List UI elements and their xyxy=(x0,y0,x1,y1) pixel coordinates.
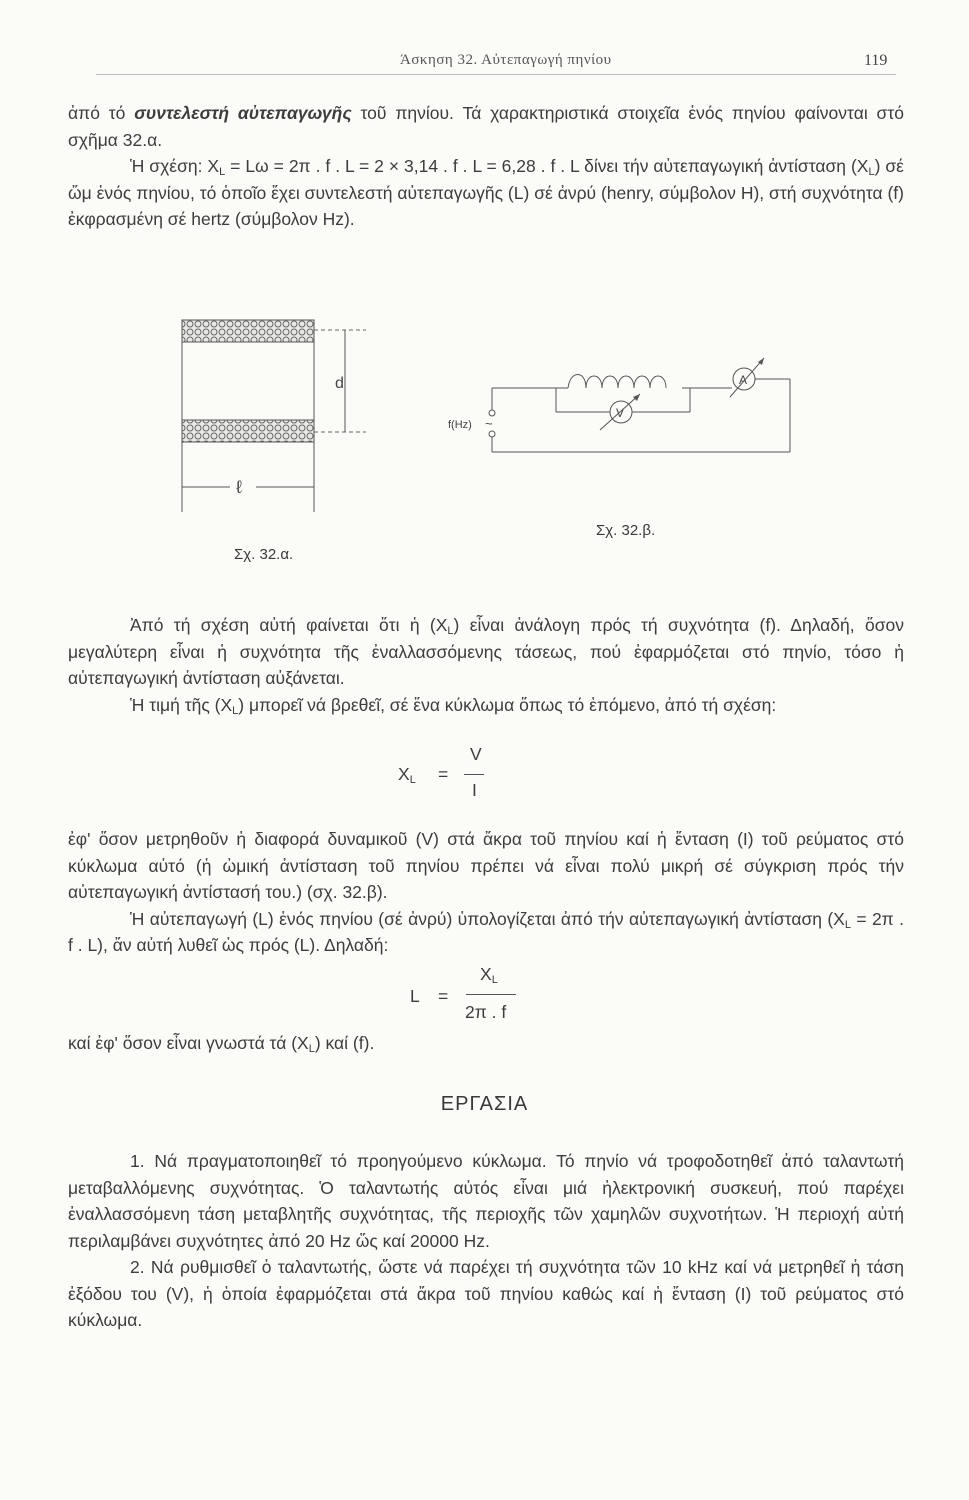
subscript-l: L xyxy=(232,704,239,717)
body-text: Ἡ αὐτεπαγωγή (L) ἑνός πηνίου (σέ ἀνρύ) ὑπολογίζεται ἀπό τήν αὐτεπαγωγική ἀντίσταση (X xyxy=(130,908,845,929)
fraction-line xyxy=(464,774,484,775)
intro-block xyxy=(68,100,904,233)
header-rule xyxy=(96,74,896,75)
body-block-3 xyxy=(68,1030,904,1057)
task-item-1: 1. Νά πραγματοποιηθεῖ τό προηγούμενο κύκλωμα. Τό πηνίο νά τροφοδοτηθεῖ ἀπό ταλαντωτή μεταβαλλόμενης συχνότητας. Ὁ ταλαντωτής αὐτός εἶναι μιά ἠλεκτρονική συσκευή, πού παρέχει ἐναλλασσόμενη τάση μεταβλητῆς συχνότητας, τῆς περιοχῆς τῶν χαμηλῶν συχνοτήτων. Ἡ περιοχή αὐτή περιλαμβάνει συχνότητες ἀπό 20 Hz ὥς καί 20000 Hz. xyxy=(68,1151,904,1251)
formula-l xyxy=(410,964,530,1028)
tasks-block xyxy=(68,1148,904,1334)
subscript-l: L xyxy=(868,166,875,178)
svg-text:~: ~ xyxy=(485,416,493,431)
formula2-denominator: 2π . f xyxy=(465,1002,507,1022)
body-text: ) μπορεῖ νά βρεθεῖ, σέ ἕνα κύκλωμα ὅπως τό ἑπόμενο, ἀπό τή σχέση: xyxy=(238,694,777,715)
fraction-line xyxy=(466,994,516,995)
coil-winding-top xyxy=(182,320,314,342)
formula2-lhs: L xyxy=(410,986,420,1006)
body-text: = 2π . f . L), ἄν αὐτή λυθεῖ ὡς πρός (L). Δηλαδή: xyxy=(68,908,904,955)
formula2-numerator: $X_L$ xyxy=(480,964,498,986)
running-title: Άσκηση 32. Αὐτεπαγωγή πηνίου xyxy=(400,52,612,68)
body-text: ) καί (f). xyxy=(314,1033,375,1053)
label-d: d xyxy=(335,375,344,392)
relation-paragraph xyxy=(68,153,904,233)
intro-text-2: τοῦ πηνίου. Τά χαρακτηριστικά στοιχεῖα ἑνός πηνίου φαίνονται στό σχῆμα 32.α. xyxy=(68,103,904,150)
body-paragraph-2 xyxy=(68,692,904,719)
label-voltmeter: V xyxy=(616,406,625,420)
formula-xl xyxy=(398,744,498,804)
running-head xyxy=(0,46,969,76)
task-item-2: 2. Νά ρυθμισθεῖ ὁ ταλαντωτής, ὥστε νά παρέχει τή συχνότητα τῶν 10 kHz καί νά μετρηθεῖ ἡ τάση ἐξόδου του (V), ἡ ὁποία ἐφαρμόζεται στά ἄκρα τοῦ πηνίου καθώς καί ἡ ἔνταση (I) τοῦ ρεύματος στό κύκλωμα. xyxy=(68,1257,904,1330)
label-frequency: f(Hz) xyxy=(448,419,472,431)
caption-32a: Σχ. 32.α. xyxy=(234,546,294,563)
page-number: 119 xyxy=(864,52,888,69)
formula-numerator: V xyxy=(470,744,482,764)
key-term: συντελεστή αὐτεπαγωγῆς xyxy=(134,103,352,123)
formula-equals: = xyxy=(438,764,449,784)
figure-32b-circuit xyxy=(440,352,800,467)
relation-text-3: ) σέ ὤμ ἑνός πηνίου, τό ὁποῖο ἔχει συντελεστή αὐτεπαγωγῆς (L) σέ ἀνρύ (henry, σύμβολον H), στή συχνότητα (f) ἐκφρασμένη σέ hertz (σύμβολον Hz). xyxy=(68,156,904,229)
label-l: ℓ xyxy=(236,477,242,497)
subscript-l: L xyxy=(308,1043,315,1055)
body-text: καί ἐφ' ὅσον εἶναι γνωστά τά (X xyxy=(68,1033,309,1053)
subscript-l: L xyxy=(844,918,851,931)
caption-32b: Σχ. 32.β. xyxy=(596,522,656,539)
formula2-equals: = xyxy=(438,986,449,1006)
body-block-1 xyxy=(68,612,904,718)
body-text: Ἀπό τή σχέση αὐτή φαίνεται ὅτι ἡ (X xyxy=(130,615,448,635)
body-block-2 xyxy=(68,826,904,959)
formula-denominator: I xyxy=(472,780,477,800)
subscript-l: L xyxy=(447,625,454,637)
inductor-symbol xyxy=(568,375,666,389)
body-paragraph-5 xyxy=(68,1030,904,1057)
label-ammeter: A xyxy=(739,373,748,387)
subscript-l: L xyxy=(219,166,226,178)
coil-winding-bottom xyxy=(182,420,314,442)
body-text: ) εἶναι ἀνάλογη πρός τή συχνότητα (f). Δηλαδή, ὅσον μεγαλύτερη εἶναι ἡ συχνότητα τῆς ἐναλλασσόμενης τάσεως, πού ἐφαρμόζεται στό πηνίο, τόσο ἡ αὐτεπαγωγική ἀντίσταση αὐξάνεται. xyxy=(68,615,904,688)
body-paragraph-4 xyxy=(68,906,904,959)
body-text: Ἡ τιμή τῆς (X xyxy=(130,694,233,715)
intro-text: ἀπό τό xyxy=(68,103,135,123)
section-heading: ΕΡΓΑΣΙΑ xyxy=(440,1093,529,1115)
body-paragraph-1 xyxy=(68,612,904,692)
relation-text-2: = Lω = 2π . f . L = 2 × 3,14 . f . L = 6,28 . f . L δίνει τήν αὐτεπαγωγική ἀντίσταση (X xyxy=(225,156,869,176)
figure-32a-coil xyxy=(170,312,370,522)
formula-lhs: $X_L$ xyxy=(398,764,416,786)
intro-paragraph xyxy=(68,100,904,153)
relation-text: Ἡ σχέση: X xyxy=(130,156,220,176)
body-paragraph-3: ἐφ' ὅσον μετρηθοῦν ἡ διαφορά δυναμικοῦ (V) στά ἄκρα τοῦ πηνίου καί ἡ ἔνταση (I) τοῦ ρεύματος στό κύκλωμα αὐτό (ἡ ὠμική ἀντίσταση τοῦ πηνίου πρέπει νά εἶναι πολύ μικρή σέ σύγκριση πρός τήν αὐτεπαγωγική ἀντίστασή του.) (σχ. 32.β). xyxy=(68,829,904,902)
